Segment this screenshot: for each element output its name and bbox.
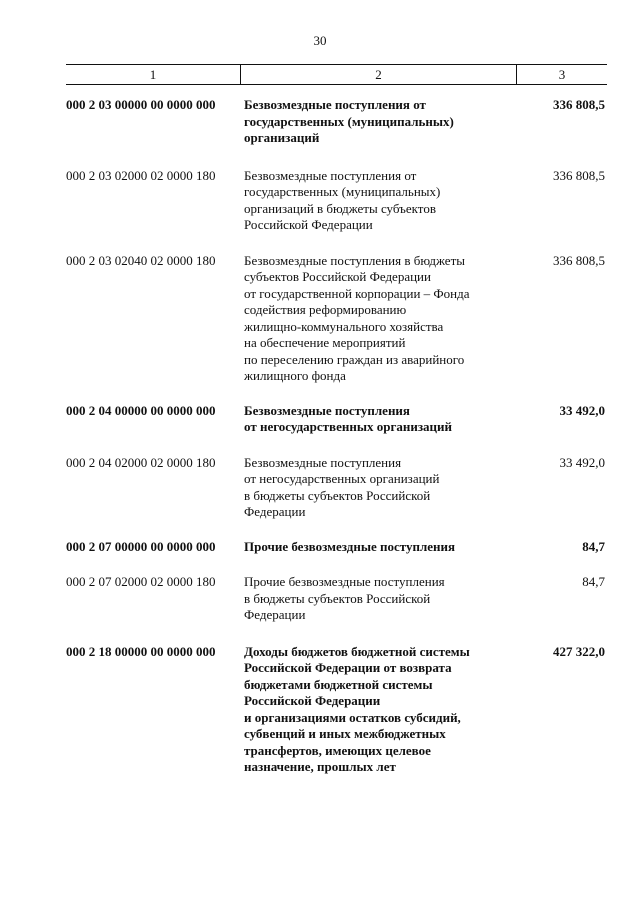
row-name-line: от государственной корпорации – Фонда bbox=[244, 285, 470, 301]
row-name-line: по переселению граждан из аварийного bbox=[244, 351, 465, 367]
row-name bbox=[244, 253, 514, 385]
row-name-line: субъектов Российской Федерации bbox=[244, 269, 431, 284]
row-name-line: и организациями остатков субсидий, bbox=[244, 709, 461, 725]
row-name-line: жилищно-коммунального хозяйства bbox=[244, 318, 444, 334]
row-name-line: Российской Федерации от возврата bbox=[244, 660, 452, 675]
row-amount: 33 492,0 bbox=[559, 454, 605, 470]
row-name-line: на обеспечение мероприятий bbox=[244, 335, 406, 350]
table-row bbox=[66, 168, 607, 234]
row-name bbox=[244, 574, 514, 624]
row-name-line: содействия реформированию bbox=[244, 302, 407, 317]
page-number: 30 bbox=[313, 33, 327, 48]
table-row bbox=[66, 403, 607, 436]
row-amount: 33 492,0 bbox=[559, 402, 605, 418]
row-amount: 336 808,5 bbox=[553, 252, 605, 268]
row-name-line: Безвозмездные поступления от bbox=[244, 97, 426, 112]
row-amount: 427 322,0 bbox=[553, 643, 605, 659]
row-name-line: от негосударственных организаций bbox=[244, 419, 453, 434]
row-name-line: Безвозмездные поступления bbox=[244, 402, 410, 418]
row-amount: 84,7 bbox=[582, 538, 605, 554]
row-name bbox=[244, 539, 514, 556]
row-name-line: государственных (муниципальных) bbox=[244, 184, 441, 199]
row-name bbox=[244, 644, 514, 776]
row-name-line: организаций в бюджеты субъектов bbox=[244, 200, 436, 216]
row-amount: 336 808,5 bbox=[553, 97, 605, 112]
table-row bbox=[66, 97, 607, 147]
row-name-line: Прочие безвозмездные поступления bbox=[244, 574, 445, 589]
row-name-line: назначение, прошлых лет bbox=[244, 759, 396, 774]
table-header bbox=[66, 64, 607, 85]
row-code: 000 2 03 02000 02 0000 180 bbox=[66, 167, 216, 183]
row-name-line: от негосударственных организаций bbox=[244, 471, 440, 486]
row-name-line: Российской Федерации bbox=[244, 217, 373, 232]
row-amount: 336 808,5 bbox=[553, 167, 605, 183]
row-name bbox=[244, 168, 514, 234]
row-name-line: Доходы бюджетов бюджетной системы bbox=[244, 643, 470, 659]
row-code: 000 2 07 02000 02 0000 180 bbox=[66, 574, 216, 589]
table-row bbox=[66, 574, 607, 624]
table-row bbox=[66, 644, 607, 776]
row-name-line: Безвозмездные поступления в бюджеты bbox=[244, 252, 465, 268]
row-name-line: Федерации bbox=[244, 504, 306, 519]
table-row bbox=[66, 253, 607, 385]
row-name-line: жилищного фонда bbox=[244, 368, 346, 383]
row-name-line: Прочие безвозмездные поступления bbox=[244, 538, 456, 554]
header-col-1: 1 bbox=[66, 65, 241, 84]
row-name-line: в бюджеты субъектов Российской bbox=[244, 590, 431, 606]
row-code: 000 2 07 00000 00 0000 000 bbox=[66, 538, 216, 554]
row-code: 000 2 04 02000 02 0000 180 bbox=[66, 454, 216, 470]
row-name bbox=[244, 455, 514, 521]
row-name-line: субвенций и иных межбюджетных bbox=[244, 726, 446, 741]
row-name-line: Федерации bbox=[244, 607, 306, 622]
row-name bbox=[244, 403, 514, 436]
row-name-line: трансфертов, имеющих целевое bbox=[244, 742, 431, 758]
row-code: 000 2 18 00000 00 0000 000 bbox=[66, 643, 216, 659]
row-name-line: в бюджеты субъектов Российской bbox=[244, 487, 431, 503]
row-code: 000 2 03 00000 00 0000 000 bbox=[66, 97, 216, 112]
table-row bbox=[66, 539, 607, 556]
table-body bbox=[66, 97, 607, 776]
row-code: 000 2 04 00000 00 0000 000 bbox=[66, 402, 216, 418]
header-col-3: 3 bbox=[558, 67, 566, 82]
header-col-2: 2 bbox=[241, 65, 517, 84]
row-name-line: Российской Федерации bbox=[244, 693, 381, 708]
row-name-line: бюджетами бюджетной системы bbox=[244, 676, 433, 692]
row-amount: 84,7 bbox=[582, 574, 605, 589]
row-name-line: государственных (муниципальных) bbox=[244, 113, 454, 129]
row-code: 000 2 03 02040 02 0000 180 bbox=[66, 252, 216, 268]
row-name-line: Безвозмездные поступления от bbox=[244, 167, 417, 183]
row-name bbox=[244, 97, 514, 147]
table-row bbox=[66, 455, 607, 521]
row-name-line: Безвозмездные поступления bbox=[244, 454, 402, 470]
row-name-line: организаций bbox=[244, 130, 320, 145]
